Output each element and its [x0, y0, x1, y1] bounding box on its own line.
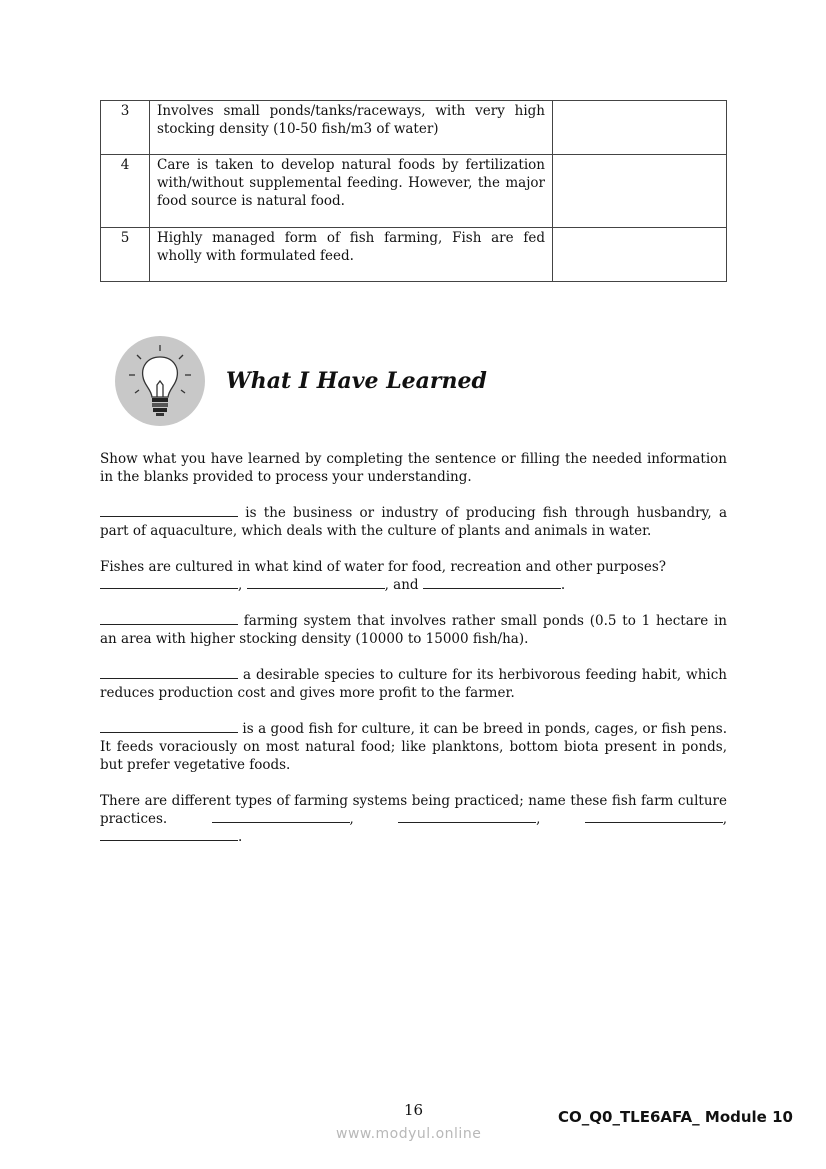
question-4 [100, 666, 727, 702]
instructions: Show what you have learned by completing the sentence or filling the needed information in the blanks provided to process your understanding. [100, 451, 727, 485]
row-description: Highly managed form of fish farming, Fish are fed wholly with formulated feed. [150, 228, 553, 282]
answer-blank[interactable] [100, 828, 238, 841]
section-title: What I Have Learned [226, 368, 487, 394]
question-3 [100, 612, 727, 648]
table-row [101, 101, 727, 155]
row-description: Involves small ponds/tanks/raceways, with very high stocking density (10-50 fish/m3 of water) [150, 101, 553, 155]
separator: . [560, 577, 566, 593]
question-5 [100, 720, 727, 774]
question-6 [100, 792, 727, 846]
separator: , and [384, 577, 423, 593]
table-row [101, 155, 727, 228]
row-number: 4 [101, 155, 150, 228]
question-2 [100, 558, 727, 594]
page-number: 16 [404, 1101, 424, 1119]
answer-blank[interactable] [100, 612, 238, 625]
question-text: is the business or industry of producing fish through husbandry, a part of aquaculture, which deals with the culture of plants and animals in water. [100, 505, 727, 539]
answer-blank[interactable] [247, 576, 385, 589]
activity-content [100, 450, 727, 864]
answer-cell[interactable] [553, 228, 727, 282]
separator: , [238, 577, 247, 593]
answer-cell[interactable] [553, 155, 727, 228]
answer-blank[interactable] [100, 666, 238, 679]
watermark: www.modyul.online [336, 1126, 482, 1142]
answer-cell[interactable] [553, 101, 727, 155]
question-text: There are different types of farming systems being practiced; name these fish farm culture practices. [100, 793, 727, 827]
question-1 [100, 504, 727, 540]
question-text: Fishes are cultured in what kind of water for food, recreation and other purposes? [100, 559, 666, 575]
answer-blank[interactable] [212, 810, 350, 823]
fish-farming-table [100, 100, 727, 282]
module-code: CO_Q0_TLE6AFA_ Module 10 [558, 1108, 793, 1126]
lightbulb-icon [115, 336, 205, 426]
answer-blank[interactable] [100, 720, 238, 733]
section-heading [115, 336, 487, 426]
question-text: is a good fish for culture, it can be breed in ponds, cages, or fish pens. It feeds voraciously on most natural food; like planktons, bottom biota present in ponds, but prefer vegetative foods. [100, 721, 727, 773]
question-text: farming system that involves rather small ponds (0.5 to 1 hectare in an area with higher stocking density (10000 to 15000 fish/ha). [100, 613, 727, 647]
answer-blank[interactable] [100, 504, 238, 517]
separator: . [238, 829, 243, 845]
answer-blank[interactable] [398, 810, 536, 823]
separator: , [536, 811, 585, 827]
separator: , [722, 811, 727, 827]
question-text: a desirable species to culture for its herbivorous feeding habit, which reduces production cost and gives more profit to the farmer. [100, 667, 727, 701]
row-number: 5 [101, 228, 150, 282]
separator: , [349, 811, 399, 827]
answer-blank[interactable] [100, 576, 238, 589]
table-row [101, 228, 727, 282]
answer-blank[interactable] [423, 576, 561, 589]
row-description: Care is taken to develop natural foods by fertilization with/without supplemental feeding. However, the major food source is natural food. [150, 155, 553, 228]
row-number: 3 [101, 101, 150, 155]
answer-blank[interactable] [585, 810, 723, 823]
